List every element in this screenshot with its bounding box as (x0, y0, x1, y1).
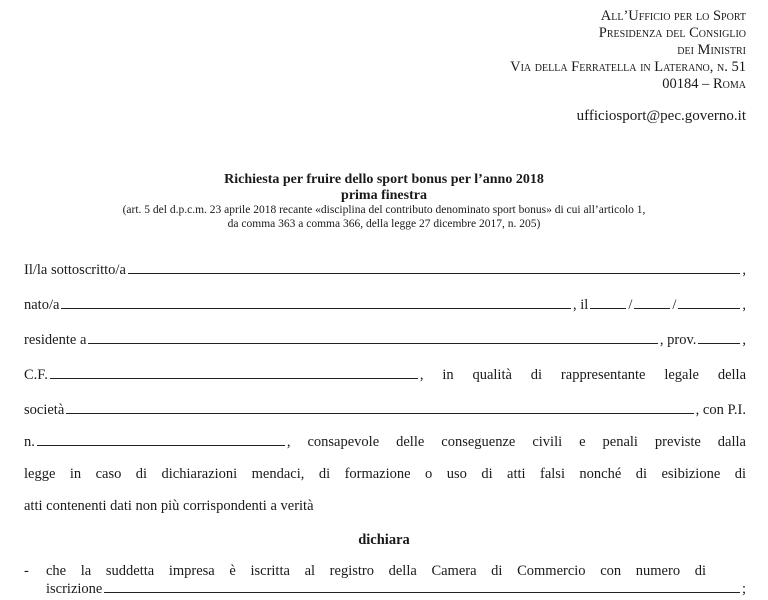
role-text: , in qualità di rappresentante legale della (419, 367, 746, 383)
addressee-line: Via della Ferratella in Laterano, n. 51 (510, 59, 746, 75)
addressee-line: dei Ministri (677, 42, 746, 58)
company-name-field[interactable] (66, 402, 693, 414)
law-text-line: legge in caso di dichiarazioni mendaci, di formazione o uso di atti falsi nonché di esibizione di (24, 466, 746, 482)
awareness-text: , consapevole delle conseguenze civili e penali previste dalla (286, 434, 746, 450)
date-separator: / (628, 297, 633, 313)
legal-reference-line: (art. 5 del d.p.c.m. 23 aprile 2018 recante «disciplina del contributo denominato sport bonus» di cui all’articolo 1, (122, 204, 646, 216)
date-separator: / (672, 297, 677, 313)
document-title: Richiesta per fruire dello sport bonus per l’anno 2018 (224, 172, 544, 187)
tax-code-field[interactable] (50, 367, 418, 379)
declaration-item (24, 563, 746, 580)
legal-reference-line: da comma 363 a comma 366, della legge 27 dicembre 2017, n. 205) (227, 218, 541, 230)
registration-number-field[interactable] (104, 581, 740, 593)
addressee-line: All’Ufficio per lo Sport (600, 8, 746, 24)
birth-day-field[interactable] (590, 297, 626, 309)
addressee-line: Presidenza del Consiglio (598, 25, 746, 41)
signer-label: Il/la sottoscritto/a (24, 262, 126, 278)
prov-label: , prov. (659, 332, 697, 348)
company-row (24, 402, 746, 419)
residence-field[interactable] (88, 332, 657, 344)
registration-row (46, 581, 746, 598)
tax-code-row (24, 367, 746, 384)
cf-label: C.F. (24, 367, 48, 383)
legal-reference (0, 203, 768, 231)
vat-label: , con P.I. (695, 402, 746, 418)
birth-row (24, 297, 746, 314)
document-subtitle: prima finestra (341, 188, 427, 203)
birthplace-field[interactable] (61, 297, 571, 309)
residence-row (24, 332, 746, 349)
recipient-email: ufficiosport@pec.governo.it (576, 108, 746, 124)
signer-row (24, 262, 746, 279)
province-field[interactable] (698, 332, 740, 344)
resident-label: residente a (24, 332, 87, 348)
addressee-block (510, 8, 746, 93)
bullet-dash: - (24, 563, 29, 579)
declaration-item-text: che la suddetta impresa è iscritta al registro della Camera di Commercio con numero di (46, 563, 706, 579)
comma: , (742, 332, 746, 348)
vat-number-row (24, 434, 746, 451)
heading-block (0, 172, 768, 231)
acts-text-line: atti contenenti dati non più corrispondenti a verità (24, 498, 314, 514)
company-label: società (24, 402, 65, 418)
addressee-line: 00184 – Roma (662, 76, 746, 92)
vat-number-field[interactable] (37, 434, 285, 446)
registration-label: iscrizione (46, 581, 103, 597)
comma: , (742, 297, 746, 313)
declare-heading: dichiara (358, 532, 410, 548)
comma: , (742, 262, 746, 278)
date-label: , il (573, 297, 589, 313)
semicolon: ; (741, 581, 746, 597)
signer-name-field[interactable] (128, 262, 740, 274)
birth-year-field[interactable] (678, 297, 740, 309)
n-label: n. (24, 434, 35, 450)
born-label: nato/a (24, 297, 60, 313)
birth-month-field[interactable] (634, 297, 670, 309)
